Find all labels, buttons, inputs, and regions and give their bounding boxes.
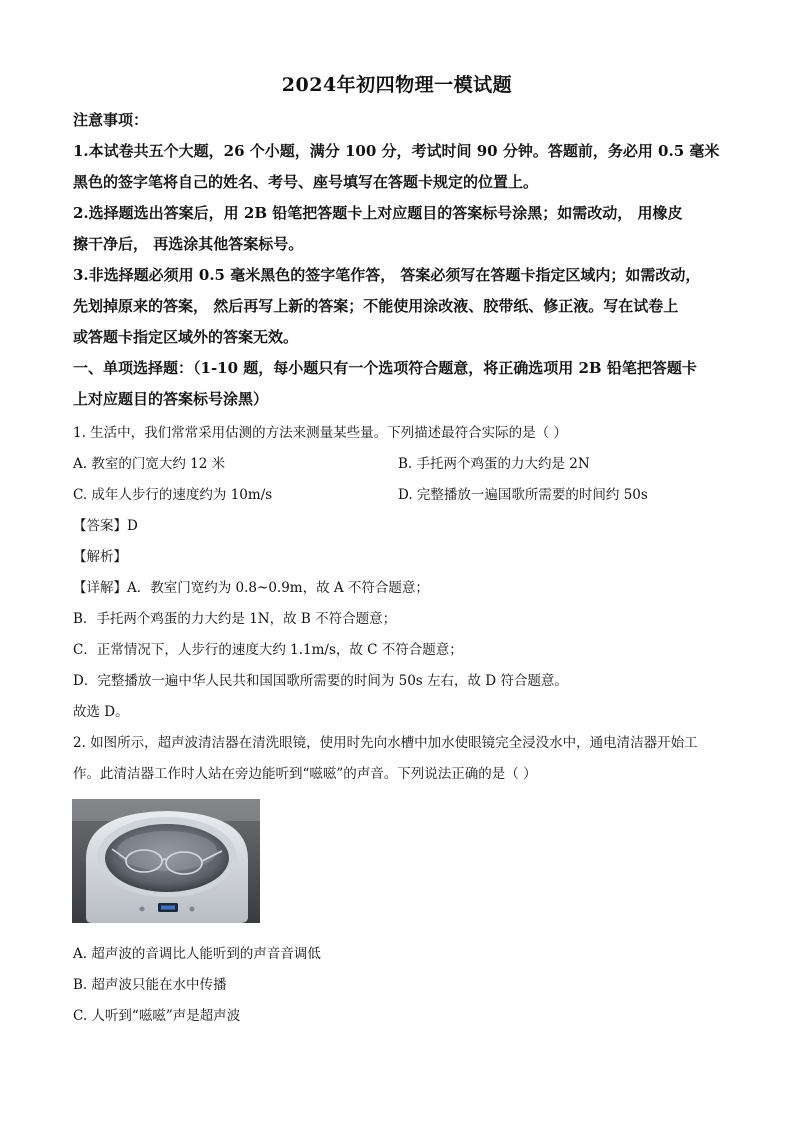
q2-option-b: B. 超声波只能在水中传播 — [73, 977, 227, 993]
notice-item-1-line-2: 黑色的签字笔将自己的姓名、考号、座号填写在答题卡规定的位置上。 — [73, 173, 539, 191]
notice-item-1-line-1: 1.本试卷共五个大题，26 个小题，满分 100 分，考试时间 90 分钟。答题前，务必用 0.5 毫米 — [73, 142, 720, 160]
q1-detail-line-3: C．正常情况下，人步行的速度大约 1.1m/s，故 C 不符合题意； — [73, 642, 463, 658]
notice-item-3-line-3: 或答题卡指定区域外的答案无效。 — [73, 328, 299, 346]
ultrasonic-cleaner-photo — [72, 799, 260, 923]
page-title: 2024年初四物理一模试题 — [281, 74, 513, 96]
q1-stem: 1. 生活中，我们常常采用估测的方法来测量某些量。下列描述最符合实际的是（ ） — [73, 425, 567, 441]
notice-item-3-line-2: 先划掉原来的答案， 然后再写上新的答案；不能使用涂改液、胶带纸、修正液。写在试卷上 — [73, 297, 679, 315]
notice-item-2-line-1: 2.选择题选出答案后，用 2B 铅笔把答题卡上对应题目的答案标号涂黑；如需改动， 用橡皮 — [73, 204, 683, 222]
q1-analysis-label: 【解析】 — [73, 549, 127, 565]
section-1-heading-line-1: 一、单项选择题：（1-10 题，每小题只有一个选项符合题意，将正确选项用 2B 铅笔把答题卡 — [73, 359, 697, 377]
q1-detail-line-4: D．完整播放一遍中华人民共和国国歌所需要的时间为 50s 左右，故 D 符合题意。 — [73, 673, 568, 689]
q2-stem-line-2: 作。此清洁器工作时人站在旁边能听到“嗞嗞”的声音。下列说法正确的是（ ） — [73, 766, 537, 782]
notice-item-2-line-2: 擦干净后， 再选涂其他答案标号。 — [73, 235, 304, 253]
q1-option-c: C. 成年人步行的速度约为 10m/s — [73, 487, 273, 503]
q2-option-c: C. 人听到“嗞嗞”声是超声波 — [73, 1008, 241, 1024]
q1-option-b: B. 手托两个鸡蛋的力大约是 2N — [398, 456, 590, 472]
notice-item-3-line-1: 3.非选择题必须用 0.5 毫米黑色的签字笔作答， 答案必须写在答题卡指定区域内；如需改动， — [73, 266, 701, 284]
q2-stem-line-1: 2. 如图所示，超声波清洁器在清洗眼镜，使用时先向水槽中加水使眼镜完全浸没水中，通电清洁器开始工 — [73, 735, 698, 751]
q1-detail-line-1: 【详解】A．教室门宽约为 0.8~0.9m，故 A 不符合题意； — [73, 580, 429, 596]
notice-heading: 注意事项： — [73, 111, 149, 129]
section-1-heading-line-2: 上对应题目的答案标号涂黑） — [73, 390, 269, 408]
q1-detail-line-2: B．手托两个鸡蛋的力大约是 1N，故 B 不符合题意； — [73, 611, 397, 627]
q2-option-a: A. 超声波的音调比人能听到的声音音调低 — [73, 946, 321, 962]
q1-option-a: A. 教室的门宽大约 12 米 — [73, 456, 226, 472]
q1-option-d: D. 完整播放一遍国歌所需要的时间约 50s — [398, 487, 648, 503]
q1-answer: 【答案】D — [73, 518, 138, 534]
q1-conclusion: 故选 D。 — [73, 704, 129, 720]
